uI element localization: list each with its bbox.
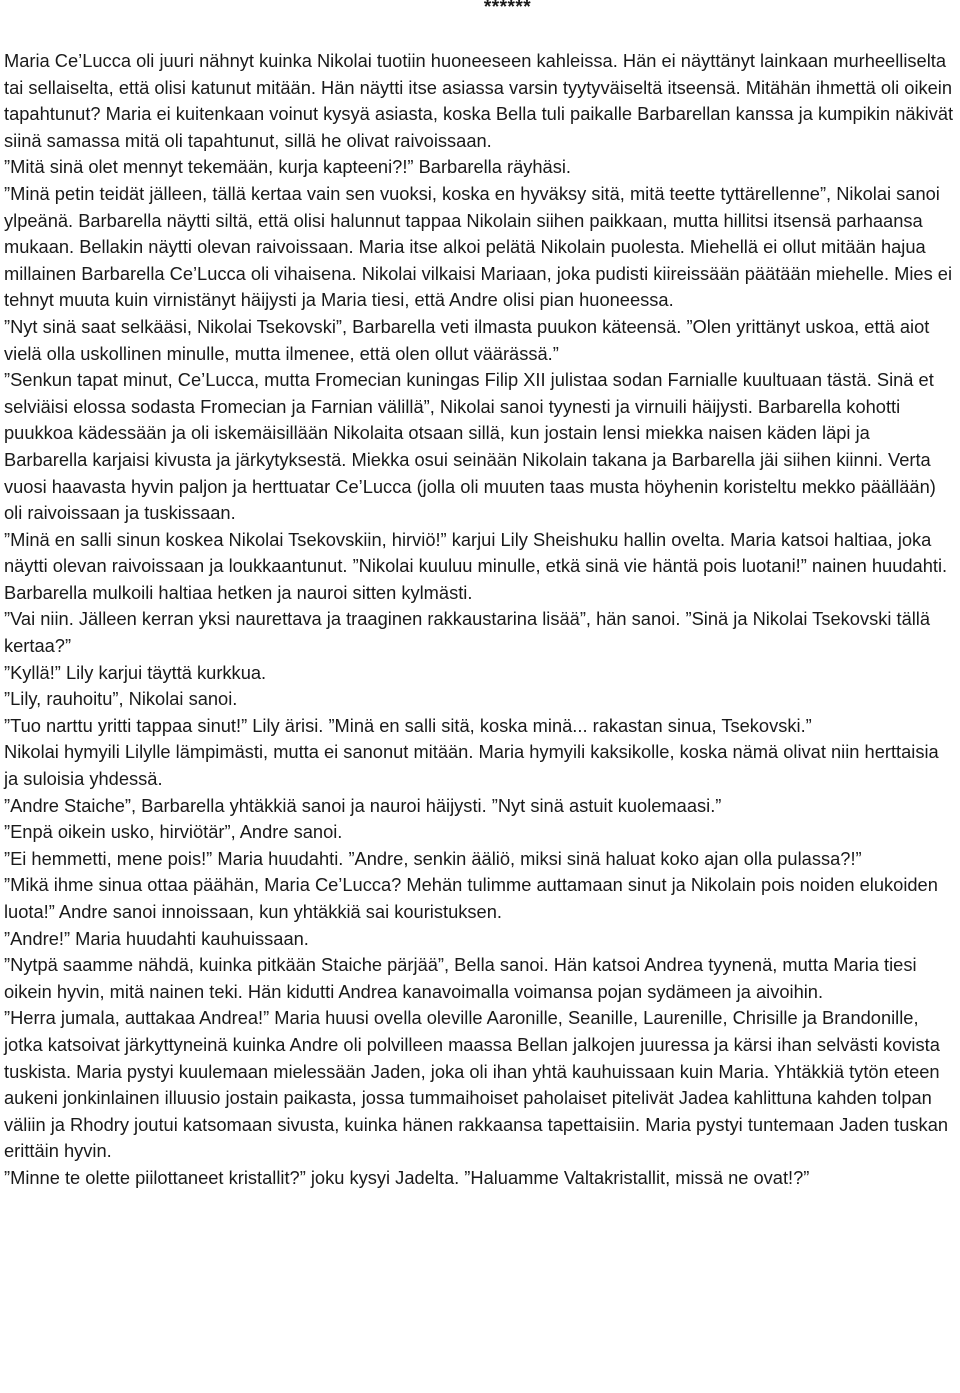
paragraph: ”Kyllä!” Lily karjui täyttä kurkkua. [4, 661, 267, 683]
paragraph: ”Minä en salli sinun koskea Nikolai Tsekovskiin, hirviö!” karjui Lily Sheishuku hallin ovelta. Maria katsoi haltiaa, joka näytti olevan raivoissaan ja loukkaantunut. ”Nikolai kuuluu minulle, etkä sinä vie häntä pois luotani!” nainen huudahti. Barbarella mulkoili haltiaa hetken ja nauroi sitten kylmästi. [4, 528, 948, 603]
paragraph: ”Nytpä saamme nähdä, kuinka pitkään Staiche pärjää”, Bella sanoi. Hän katsoi Andrea tyynenä, mutta Maria tiesi oikein hyvin, mitä nainen teki. Hän kidutti Andrea kanavoimalla voimansa pojan sydämeen ja aivoihin. [4, 954, 917, 1002]
paragraph: Nikolai hymyili Lilylle lämpimästi, mutta ei sanonut mitään. Maria hymyili kaksikolle, koska nämä olivat niin herttaisia ja suloisia yhdessä. [4, 741, 939, 790]
paragraph: ”Minne te olette piilottaneet kristallit?” joku kysyi Jadelta. ”Haluamme Valtakristallit, missä ne ovat!?” [4, 1166, 810, 1188]
section-separator: ****** [483, 0, 532, 18]
paragraph: ”Senkun tapat minut, Ce’Lucca, mutta Fromecian kuningas Filip XII julistaa sodan Farnialle kuultuaan tästä. Sinä et selviäisi elossa sodasta Fromecian ja Farnian välillä”, Nikolai sanoi tyynesti ja virnuili häijysti. Barbarella kohotti puukkoa kädessään ja oli iskemäisillään Nikolaita otsaan sillä, kun jostain lensi miekka naisen käden läpi ja Barbarella karjaisi kivusta ja järkytyksestä. Miekka osui seinään Nikolain takana ja Barbarella jäi siihen kiinni. Verta vuosi haavasta hyvin paljon ja herttuatar Ce’Lucca (jolla oli muuten taas musta höyhenin koristeltu mekko päällään) oli raivoissaan ja tuskissaan. [4, 369, 936, 524]
paragraph: ”Vai niin. Jälleen kerran yksi naurettava ja traaginen rakkaustarina lisää”, hän sanoi. ”Sinä ja Nikolai Tsekovski tällä kertaa?” [4, 608, 931, 657]
paragraph: ”Enpä oikein usko, hirviötär”, Andre sanoi. [4, 821, 343, 843]
paragraph: ”Mitä sinä olet mennyt tekemään, kurja kapteeni?!” Barbarella räyhäsi. [4, 156, 571, 178]
paragraph: ”Andre!” Maria huudahti kauhuissaan. [4, 927, 309, 949]
paragraph: ”Andre Staiche”, Barbarella yhtäkkiä sanoi ja nauroi häijysti. ”Nyt sinä astuit kuolemaasi.” [4, 794, 722, 816]
paragraph: ”Herra jumala, auttakaa Andrea!” Maria huusi ovella oleville Aaronille, Seanille, Laurenille, Chrisille ja Brandonille, jotka katsoivat järkyttyneinä kuinka Andre oli polvilleen maassa Bellan jalkojen juuressa ja kärsi ihan selvästi kovista tuskista. Maria pystyi kuulemaan mielessään Jaden, joka oli ihan yhtä kauhuissaan kuin Maria. Yhtäkkiä tytön eteen aukeni jonkinlainen illuusio jostain paikasta, jossa tummaihoiset paholaiset pitelivät Jadea kahlittuna kahden tolpan väliin ja Rhodry joutui katsomaan sivusta, kuinka hänen rakkaansa tapettaisiin. Maria pystyi tuntemaan Jaden tuskan erittäin hyvin. [4, 1007, 949, 1162]
paragraph: ”Ei hemmetti, mene pois!” Maria huudahti. ”Andre, senkin ääliö, miksi sinä haluat koko ajan olla pulassa?!” [4, 847, 862, 869]
paragraph: ”Tuo narttu yritti tappaa sinut!” Lily ärisi. ”Minä en salli sitä, koska minä... rakastan sinua, Tsekovski.” [4, 714, 812, 736]
paragraph: ”Lily, rauhoitu”, Nikolai sanoi. [4, 688, 238, 710]
paragraph: ”Mikä ihme sinua ottaa päähän, Maria Ce’Lucca? Mehän tulimme auttamaan sinut ja Nikolain pois noiden elukoiden luota!” Andre sanoi innoissaan, kun yhtäkkiä sai kouristuksen. [4, 874, 938, 922]
paragraph: ”Minä petin teidät jälleen, tällä kertaa vain sen vuoksi, koska en hyväksy sitä, mitä teette tyttärellenne”, Nikolai sanoi ylpeänä. Barbarella näytti siltä, että olisi halunnut tappaa Nikolain siihen paikkaan, mutta hillitsi itsensä parhaansa mukaan. Bellakin näytti olevan raivoissaan. Maria itse alkoi pelätä Nikolain puolesta. Miehellä ei ollut mitään hajua millainen Barbarella Ce’Lucca oli vihaisena. Nikolai vilkaisi Mariaan, joka pudisti kiireissään päätään miehelle. Mies ei tehnyt muuta kuin virnistänyt häijysti ja Maria tiesi, että Andre olisi pian huoneessa. [4, 182, 953, 311]
paragraph: Maria Ce’Lucca oli juuri nähnyt kuinka Nikolai tuotiin huoneeseen kahleissa. Hän ei näyttänyt lainkaan murheelliselta tai sellaiselta, että olisi katunut mitään. Hän näytti itse asiassa varsin tyytyväiseltä itseensä. Mitähän ihmettä oli oikein tapahtunut? Maria ei kuitenkaan voinut kysyä asiasta, koska Bella tuli paikalle Barbarellan kanssa ja kumpikin näkivät siinä samassa mitä oli tapahtunut, sillä he olivat raivoissaan. [4, 50, 954, 151]
paragraph: ”Nyt sinä saat selkääsi, Nikolai Tsekovski”, Barbarella veti ilmasta puukon käteensä. ”Olen yrittänyt uskoa, että aiot vielä olla uskollinen minulle, mutta ilmenee, että olen ollut väärässä.” [4, 315, 930, 364]
story-text [4, 48, 956, 1192]
